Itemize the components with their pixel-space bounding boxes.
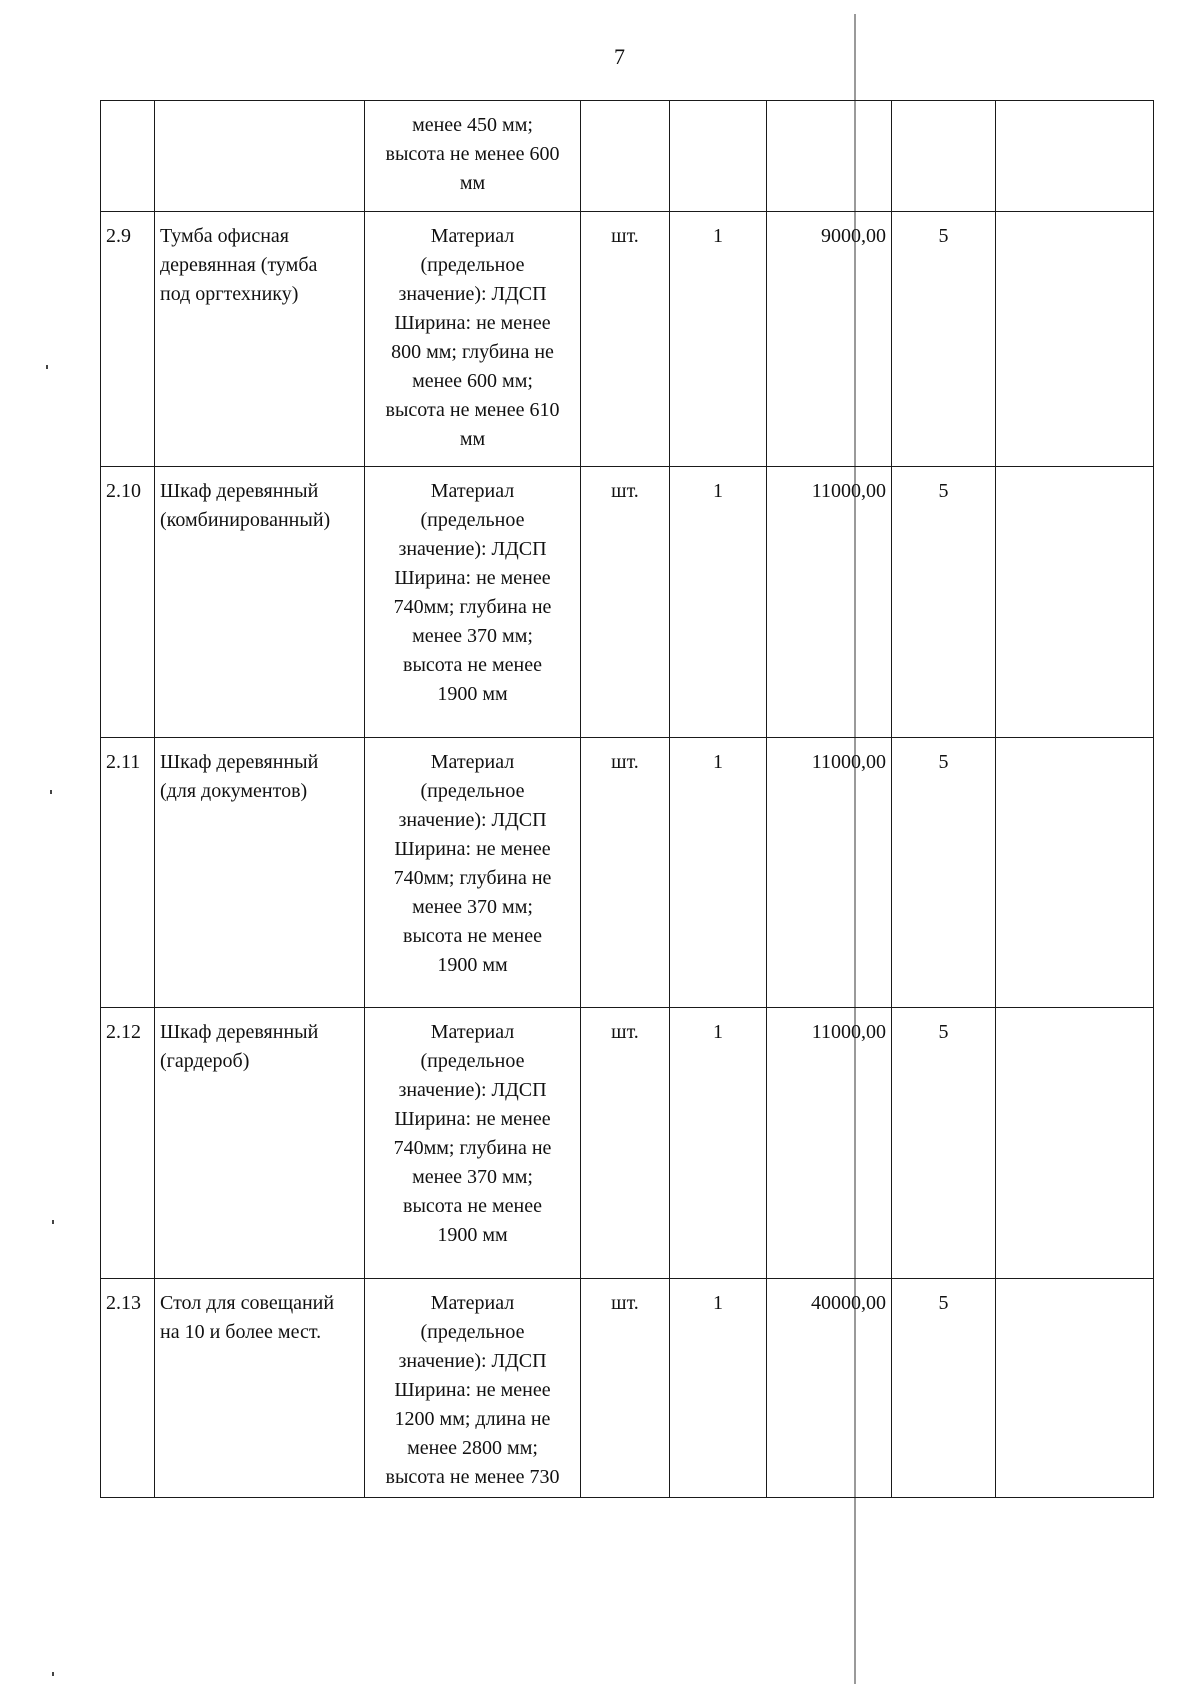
price-cell: 11000,00 <box>767 467 892 738</box>
item-spec-line: (предельное <box>420 1321 525 1343</box>
item-number-cell: 2.13 <box>101 1279 155 1498</box>
note-cell <box>996 1008 1154 1279</box>
item-spec-line: Ширина: не менее <box>394 567 551 589</box>
item-spec-cell <box>365 1279 581 1498</box>
item-spec-line: значение): ЛДСП <box>398 1350 547 1372</box>
item-number-cell: 2.9 <box>101 212 155 467</box>
note-cell <box>996 212 1154 467</box>
item-name-line: (гардероб) <box>160 1050 250 1072</box>
item-name-line: (комбинированный) <box>160 509 331 531</box>
unit-cell: шт. <box>581 1279 670 1498</box>
note-cell <box>996 467 1154 738</box>
item-spec-cell <box>365 467 581 738</box>
item-spec-line: 1900 мм <box>437 683 508 705</box>
item-name-cell <box>155 101 365 212</box>
item-name-line: Шкаф деревянный <box>160 480 319 502</box>
item-name-line: Шкаф деревянный <box>160 751 319 773</box>
item-spec-line: менее 450 мм; <box>412 114 533 136</box>
table-row <box>101 1008 1154 1279</box>
item-spec-line: значение): ЛДСП <box>398 538 547 560</box>
item-spec-line: Ширина: не менее <box>394 838 551 860</box>
item-name-line: деревянная (тумба <box>160 254 318 276</box>
item-spec-line: Материал <box>430 1021 515 1043</box>
item-spec-line: значение): ЛДСП <box>398 809 547 831</box>
item-spec-cell <box>365 101 581 212</box>
item-spec-line: (предельное <box>420 1050 525 1072</box>
item-spec-line: 1200 мм; длина не <box>394 1408 551 1430</box>
item-spec-line: (предельное <box>420 780 525 802</box>
quantity-cell: 1 <box>670 1279 767 1498</box>
quantity-cell <box>670 101 767 212</box>
item-spec-line: высота не менее 730 <box>385 1466 560 1488</box>
item-spec-line: высота не менее <box>403 654 542 676</box>
scan-speck <box>50 790 52 794</box>
item-name-cell <box>155 738 365 1008</box>
item-name-cell <box>155 212 365 467</box>
item-spec-line: Материал <box>430 751 515 773</box>
scan-speck <box>46 365 48 369</box>
quantity-cell: 1 <box>670 212 767 467</box>
item-name-line: под оргтехнику) <box>160 283 299 305</box>
item-spec-line: 740мм; глубина не <box>393 596 552 618</box>
furniture-specification-table <box>100 100 1154 1498</box>
price-cell: 11000,00 <box>767 1008 892 1279</box>
item-name-line: на 10 и более мест. <box>160 1321 322 1343</box>
item-name-cell <box>155 1008 365 1279</box>
item-name-cell <box>155 467 365 738</box>
item-number-cell: 2.11 <box>101 738 155 1008</box>
item-number-cell: 2.10 <box>101 467 155 738</box>
table-row <box>101 1279 1154 1498</box>
item-number-cell <box>101 101 155 212</box>
unit-cell: шт. <box>581 738 670 1008</box>
scan-speck <box>52 1220 54 1224</box>
item-spec-line: Материал <box>430 225 515 247</box>
table-body <box>101 101 1154 1498</box>
item-spec-line: мм <box>459 428 486 450</box>
unit-cell: шт. <box>581 1008 670 1279</box>
item-spec-line: 740мм; глубина не <box>393 867 552 889</box>
item-spec-line: менее 370 мм; <box>412 1166 533 1188</box>
page-number: 7 <box>614 44 625 69</box>
unit-cell: шт. <box>581 212 670 467</box>
table-row <box>101 212 1154 467</box>
item-spec-line: 800 мм; глубина не <box>391 341 554 363</box>
quantity-cell: 1 <box>670 1008 767 1279</box>
price-cell <box>767 101 892 212</box>
note-cell <box>996 101 1154 212</box>
item-number-cell: 2.12 <box>101 1008 155 1279</box>
unit-cell <box>581 101 670 212</box>
note-cell <box>996 1279 1154 1498</box>
item-spec-line: Ширина: не менее <box>394 1108 551 1130</box>
table-row <box>101 738 1154 1008</box>
item-spec-line: (предельное <box>420 509 525 531</box>
term-cell: 5 <box>892 738 996 1008</box>
item-spec-line: менее 600 мм; <box>412 370 533 392</box>
table-row <box>101 467 1154 738</box>
item-name-line: (для документов) <box>160 780 308 802</box>
item-spec-line: высота не менее <box>403 1195 542 1217</box>
term-cell: 5 <box>892 1279 996 1498</box>
price-cell: 40000,00 <box>767 1279 892 1498</box>
term-cell: 5 <box>892 1008 996 1279</box>
item-spec-line: высота не менее 610 <box>385 399 560 421</box>
item-spec-line: 740мм; глубина не <box>393 1137 552 1159</box>
price-cell: 11000,00 <box>767 738 892 1008</box>
table-row <box>101 101 1154 212</box>
item-spec-line: высота не менее 600 <box>385 143 560 165</box>
item-spec-cell <box>365 1008 581 1279</box>
item-name-cell <box>155 1279 365 1498</box>
item-name-line: Шкаф деревянный <box>160 1021 319 1043</box>
unit-cell: шт. <box>581 467 670 738</box>
term-cell: 5 <box>892 467 996 738</box>
note-cell <box>996 738 1154 1008</box>
item-spec-line: менее 370 мм; <box>412 625 533 647</box>
term-cell: 5 <box>892 212 996 467</box>
item-spec-line: (предельное <box>420 254 525 276</box>
scan-speck <box>52 1672 54 1676</box>
item-spec-line: значение): ЛДСП <box>398 283 547 305</box>
price-cell: 9000,00 <box>767 212 892 467</box>
item-spec-line: 1900 мм <box>437 954 508 976</box>
term-cell <box>892 101 996 212</box>
item-spec-line: мм <box>459 172 486 194</box>
item-spec-cell <box>365 212 581 467</box>
item-spec-cell <box>365 738 581 1008</box>
quantity-cell: 1 <box>670 467 767 738</box>
item-spec-line: менее 2800 мм; <box>407 1437 538 1459</box>
item-spec-line: значение): ЛДСП <box>398 1079 547 1101</box>
item-name-line: Стол для совещаний <box>160 1292 335 1314</box>
quantity-cell: 1 <box>670 738 767 1008</box>
item-name-line: Тумба офисная <box>160 225 289 247</box>
item-spec-line: высота не менее <box>403 925 542 947</box>
item-spec-line: Ширина: не менее <box>394 1379 551 1401</box>
item-spec-line: Материал <box>430 1292 515 1314</box>
item-spec-line: Ширина: не менее <box>394 312 551 334</box>
item-spec-line: 1900 мм <box>437 1224 508 1246</box>
item-spec-line: Материал <box>430 480 515 502</box>
item-spec-line: менее 370 мм; <box>412 896 533 918</box>
